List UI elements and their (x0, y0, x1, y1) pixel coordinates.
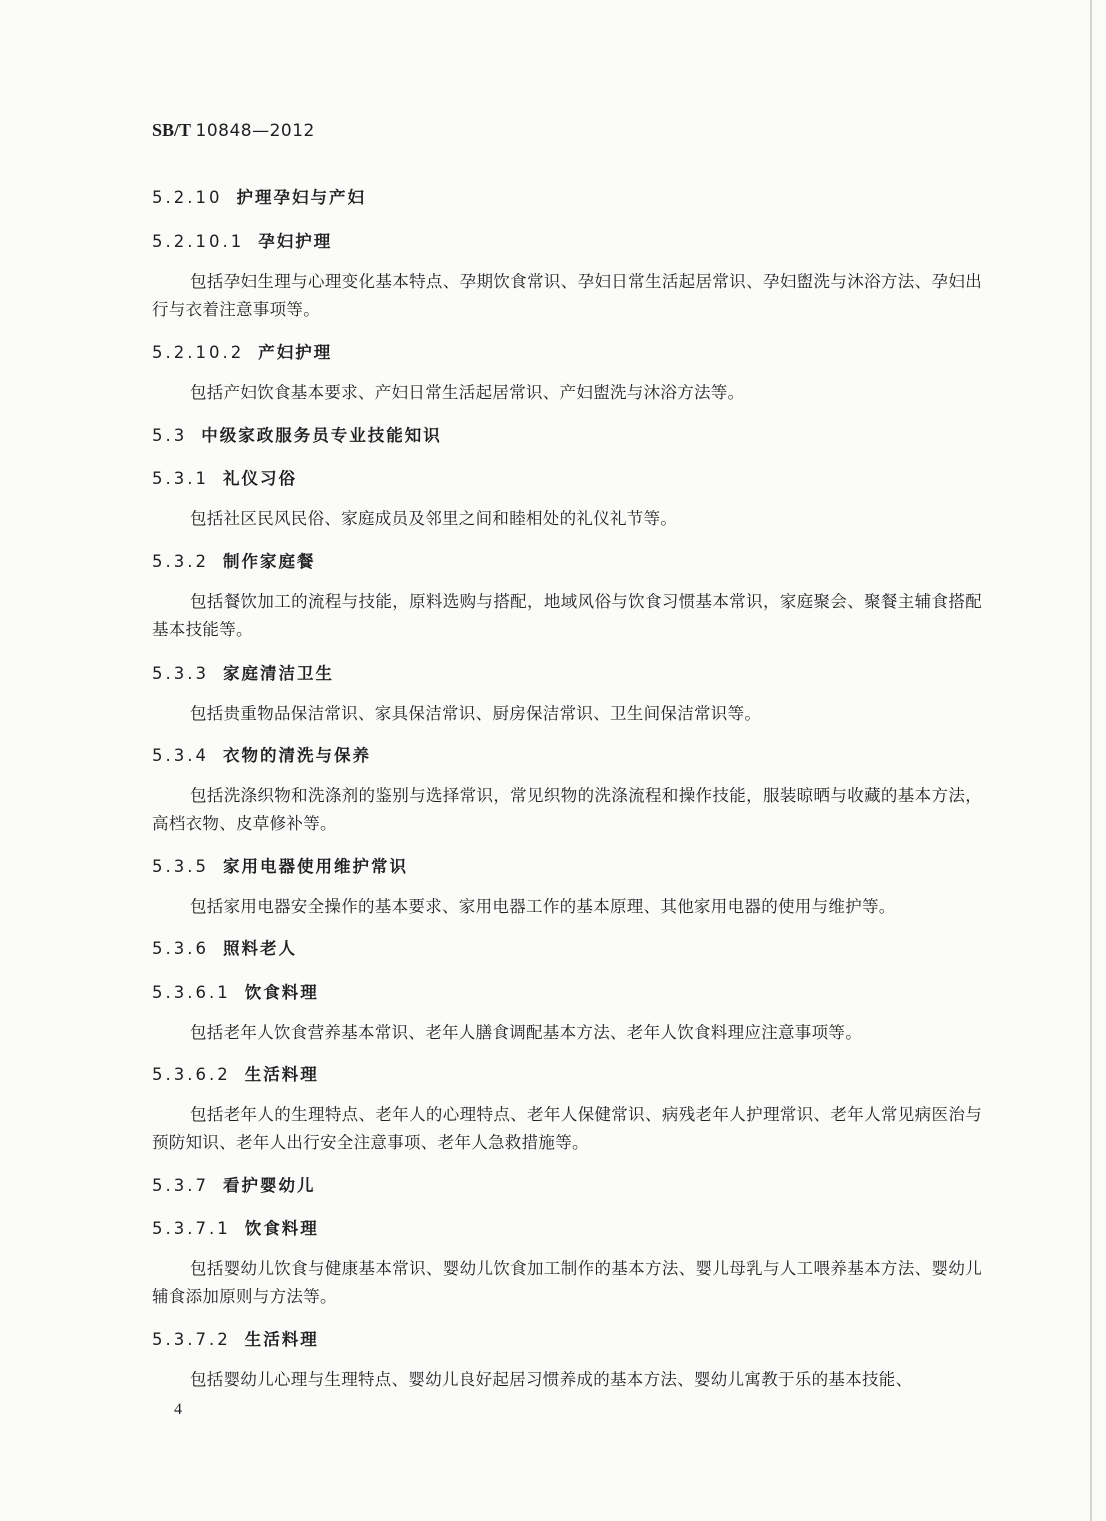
section-number: 5.3.5 (152, 857, 209, 876)
section-title: 看护婴幼儿 (222, 1176, 316, 1195)
section-paragraph: 包括家用电器安全操作的基本要求、家用电器工作的基本原理、其他家用电器的使用与维护等。 (190, 897, 896, 916)
section-paragraph: 包括产妇饮食基本要求、产妇日常生活起居常识、产妇盥洗与沐浴方法等。 (190, 383, 745, 402)
section-title: 生活料理 (244, 1065, 319, 1084)
section-title: 产妇护理 (258, 343, 333, 362)
section-title: 家用电器使用维护常识 (222, 857, 408, 876)
section-heading (152, 228, 332, 252)
standard-identifier (152, 120, 315, 141)
section-number: 5.2.10.1 (152, 232, 245, 251)
section-number: 5.3.1 (152, 469, 209, 488)
section-heading (152, 1172, 315, 1196)
section-heading (152, 1215, 319, 1239)
section-paragraph: 包括餐饮加工的流程与技能，原料选购与搭配，地域风俗与饮食习惯基本常识，家庭聚会、聚餐主辅食搭配基本技能等。 (152, 592, 982, 639)
section-paragraph: 包括婴幼儿饮食与健康基本常识、婴幼儿饮食加工制作的基本方法、婴儿母乳与人工喂养基本方法、婴幼儿辅食添加原则与方法等。 (152, 1259, 982, 1306)
section-heading (152, 1061, 319, 1085)
section-title: 护理孕妇与产妇 (236, 188, 366, 207)
section-paragraph: 包括贵重物品保洁常识、家具保洁常识、厨房保洁常识、卫生间保洁常识等。 (190, 704, 762, 723)
section-paragraph: 包括老年人饮食营养基本常识、老年人膳食调配基本方法、老年人饮食料理应注意事项等。 (190, 1023, 862, 1042)
section-number: 5.3.4 (152, 746, 209, 765)
section-paragraph: 包括婴幼儿心理与生理特点、婴幼儿良好起居习惯养成的基本方法、婴幼儿寓教于乐的基本技能、 (190, 1370, 913, 1389)
section-paragraph: 包括孕妇生理与心理变化基本特点、孕期饮食常识、孕妇日常生活起居常识、孕妇盥洗与沐浴方法、孕妇出行与衣着注意事项等。 (152, 272, 982, 319)
section-title: 衣物的清洗与保养 (222, 746, 371, 765)
section-number: 5.3.6.2 (152, 1065, 231, 1084)
section-title: 孕妇护理 (258, 232, 333, 251)
section-title: 中级家政服务员专业技能知识 (201, 426, 442, 445)
section-title: 家庭清洁卫生 (222, 664, 334, 683)
section-heading (152, 742, 371, 766)
section-heading (152, 465, 297, 489)
section-number: 5.3.6 (152, 939, 209, 958)
section-number: 5.2.10 (152, 188, 223, 207)
section-title: 生活料理 (244, 1330, 319, 1349)
section-paragraph: 包括社区民风民俗、家庭成员及邻里之间和睦相处的礼仪礼节等。 (190, 509, 678, 528)
section-number: 5.3 (152, 426, 188, 445)
section-title: 礼仪习俗 (222, 469, 297, 488)
section-number: 5.3.7 (152, 1176, 209, 1195)
section-heading (152, 660, 334, 684)
scan-page-edge (1090, 0, 1092, 1521)
section-number: 5.3.7.1 (152, 1219, 231, 1238)
section-heading (152, 935, 297, 959)
section-heading (152, 184, 366, 208)
section-title: 制作家庭餐 (222, 552, 316, 571)
section-heading (152, 1326, 319, 1350)
section-title: 饮食料理 (244, 1219, 319, 1238)
section-paragraph: 包括洗涤织物和洗涤剂的鉴别与选择常识，常见织物的洗涤流程和操作技能，服装晾晒与收藏的基本方法，高档衣物、皮草修补等。 (152, 786, 982, 833)
section-heading (152, 339, 332, 363)
section-heading (152, 422, 442, 446)
section-paragraph: 包括老年人的生理特点、老年人的心理特点、老年人保健常识、病残老年人护理常识、老年人常见病医治与预防知识、老年人出行安全注意事项、老年人急救措施等。 (152, 1105, 982, 1152)
section-heading (152, 853, 408, 877)
section-title: 饮食料理 (244, 983, 319, 1002)
standard-number: 10848—2012 (195, 121, 315, 141)
section-number: 5.3.6.1 (152, 983, 231, 1002)
section-title: 照料老人 (222, 939, 297, 958)
section-heading (152, 548, 315, 572)
page-number: 4 (174, 1401, 182, 1418)
section-number: 5.3.3 (152, 664, 209, 683)
section-heading (152, 979, 319, 1003)
section-number: 5.3.7.2 (152, 1330, 231, 1349)
section-number: 5.3.2 (152, 552, 209, 571)
standard-prefix: SB/T (152, 120, 192, 140)
section-number: 5.2.10.2 (152, 343, 245, 362)
